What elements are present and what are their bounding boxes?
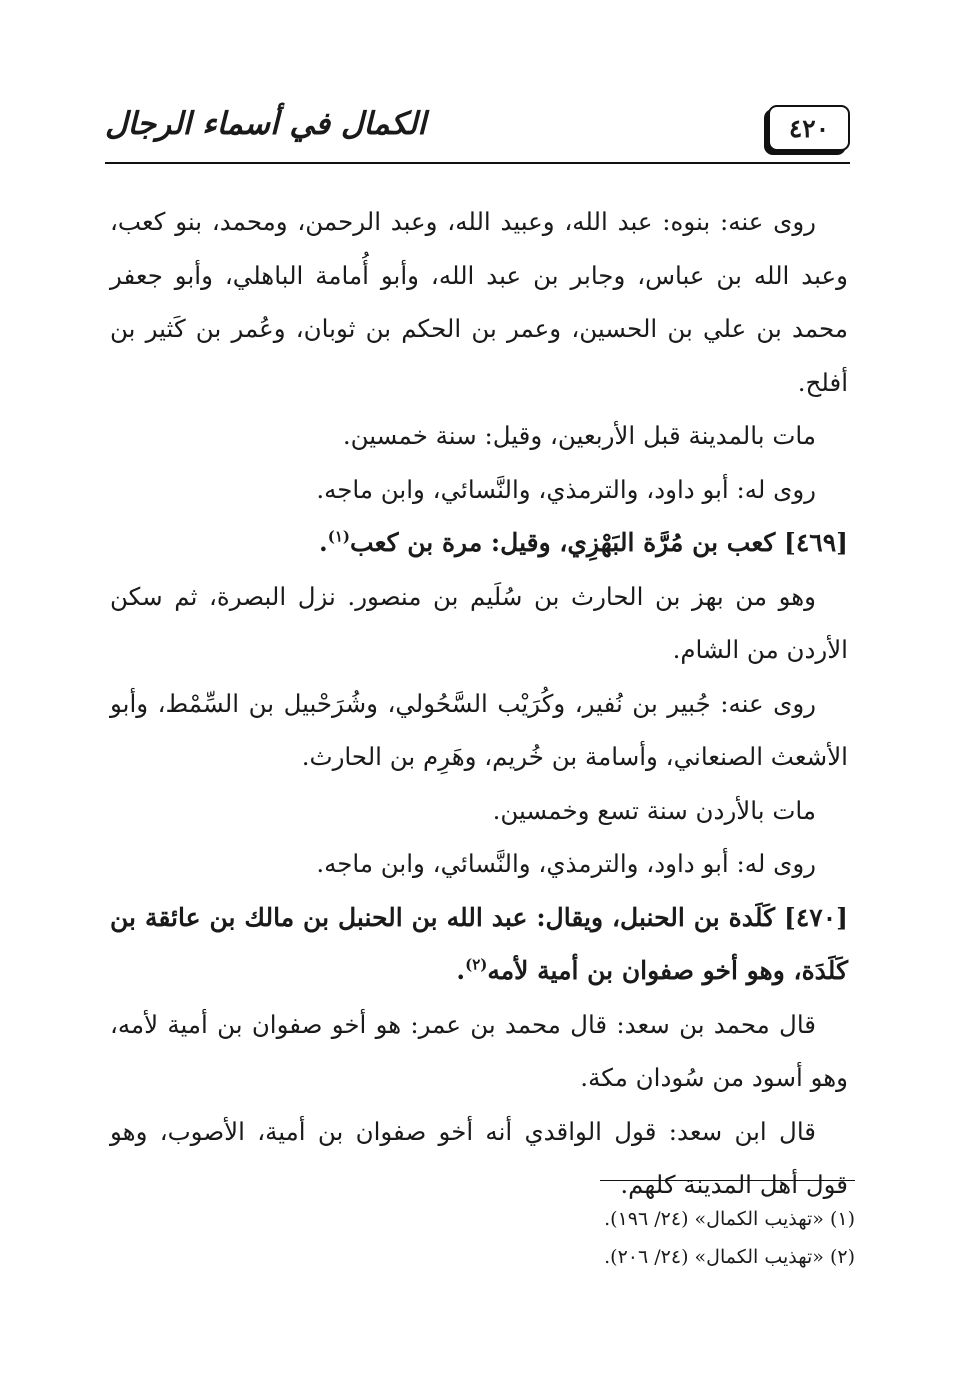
- paragraph-narrators: روى عنه: جُبير بن نُفير، وكُرَيْب السَّحُولي، وشُرَحْبيل بن السِّمْط، وأبو الأشعث الصنعاني، وأسامة بن خُريم، وهَرِم بن الحارث.: [110, 688, 848, 771]
- header-rule: [105, 162, 850, 164]
- footnotes: [110, 1200, 855, 1276]
- biography-heading-470: [110, 891, 848, 998]
- main-text: [110, 195, 848, 1212]
- paragraph-lineage: وهو من بهز بن الحارث بن سُلَيم بن منصور. نزل البصرة، ثم سكن الأردن من الشام.: [110, 581, 848, 664]
- running-title: الكمال في أسماء الرجال: [105, 106, 426, 142]
- heading-text: [٤٦٩] كعب بن مُرَّة البَهْزِي، وقيل: مرة بن كعب: [350, 528, 848, 557]
- paragraph-death: مات بالمدينة قبل الأربعين، وقيل: سنة خمسين.: [342, 421, 816, 450]
- footnote-1: (١) «تهذيب الكمال» (٢٤/ ١٩٦).: [604, 1208, 855, 1230]
- paragraph-narrated-by: روى له: أبو داود، والترمذي، والنَّسائي، وابن ماجه.: [316, 849, 816, 878]
- heading-end: .: [456, 956, 466, 985]
- paragraph-ibn-saad-quote: قال محمد بن سعد: قال محمد بن عمر: هو أخو صفوان بن أمية لأمه، وهو أسود من سُودان مكة.: [110, 1009, 848, 1092]
- footnote-ref: (١): [327, 527, 351, 546]
- footnote-2: (٢) «تهذيب الكمال» (٢٤/ ٢٠٦).: [604, 1246, 855, 1268]
- paragraph-ibn-saad-opinion: قال ابن سعد: قول الواقدي أنه أخو صفوان بن أمية، الأصوب، وهو قول أهل المدينة كلهم.: [110, 1116, 848, 1199]
- footnote-ref: (٢): [465, 955, 488, 974]
- biography-heading-469: [110, 516, 848, 570]
- page-header: [105, 100, 850, 160]
- page-number: ٤٢٠: [768, 105, 850, 151]
- paragraph-narrators: روى عنه: بنوه: عبد الله، وعبيد الله، وعبد الرحمن، ومحمد، بنو كعب، وعبد الله بن عباس، وجابر بن عبد الله، وأبو أُمامة الباهلي، وأبو جعفر محمد بن علي بن الحسين، وعمر بن الحكم بن ثوبان، وعُمر بن كَثير بن أفلح.: [110, 207, 848, 397]
- footnote-rule: [600, 1180, 855, 1181]
- heading-text: [٤٧٠] كَلَدة بن الحنبل، ويقال: عبد الله بن الحنبل بن مالك بن عائقة بن كَلَدَة، وهو أخو صفوان بن أمية لأمه: [110, 902, 848, 985]
- heading-end: .: [319, 528, 328, 557]
- paragraph-narrated-by: روى له: أبو داود، والترمذي، والنَّسائي، وابن ماجه.: [316, 474, 816, 504]
- paragraph-death: مات بالأردن سنة تسع وخمسين.: [492, 795, 816, 825]
